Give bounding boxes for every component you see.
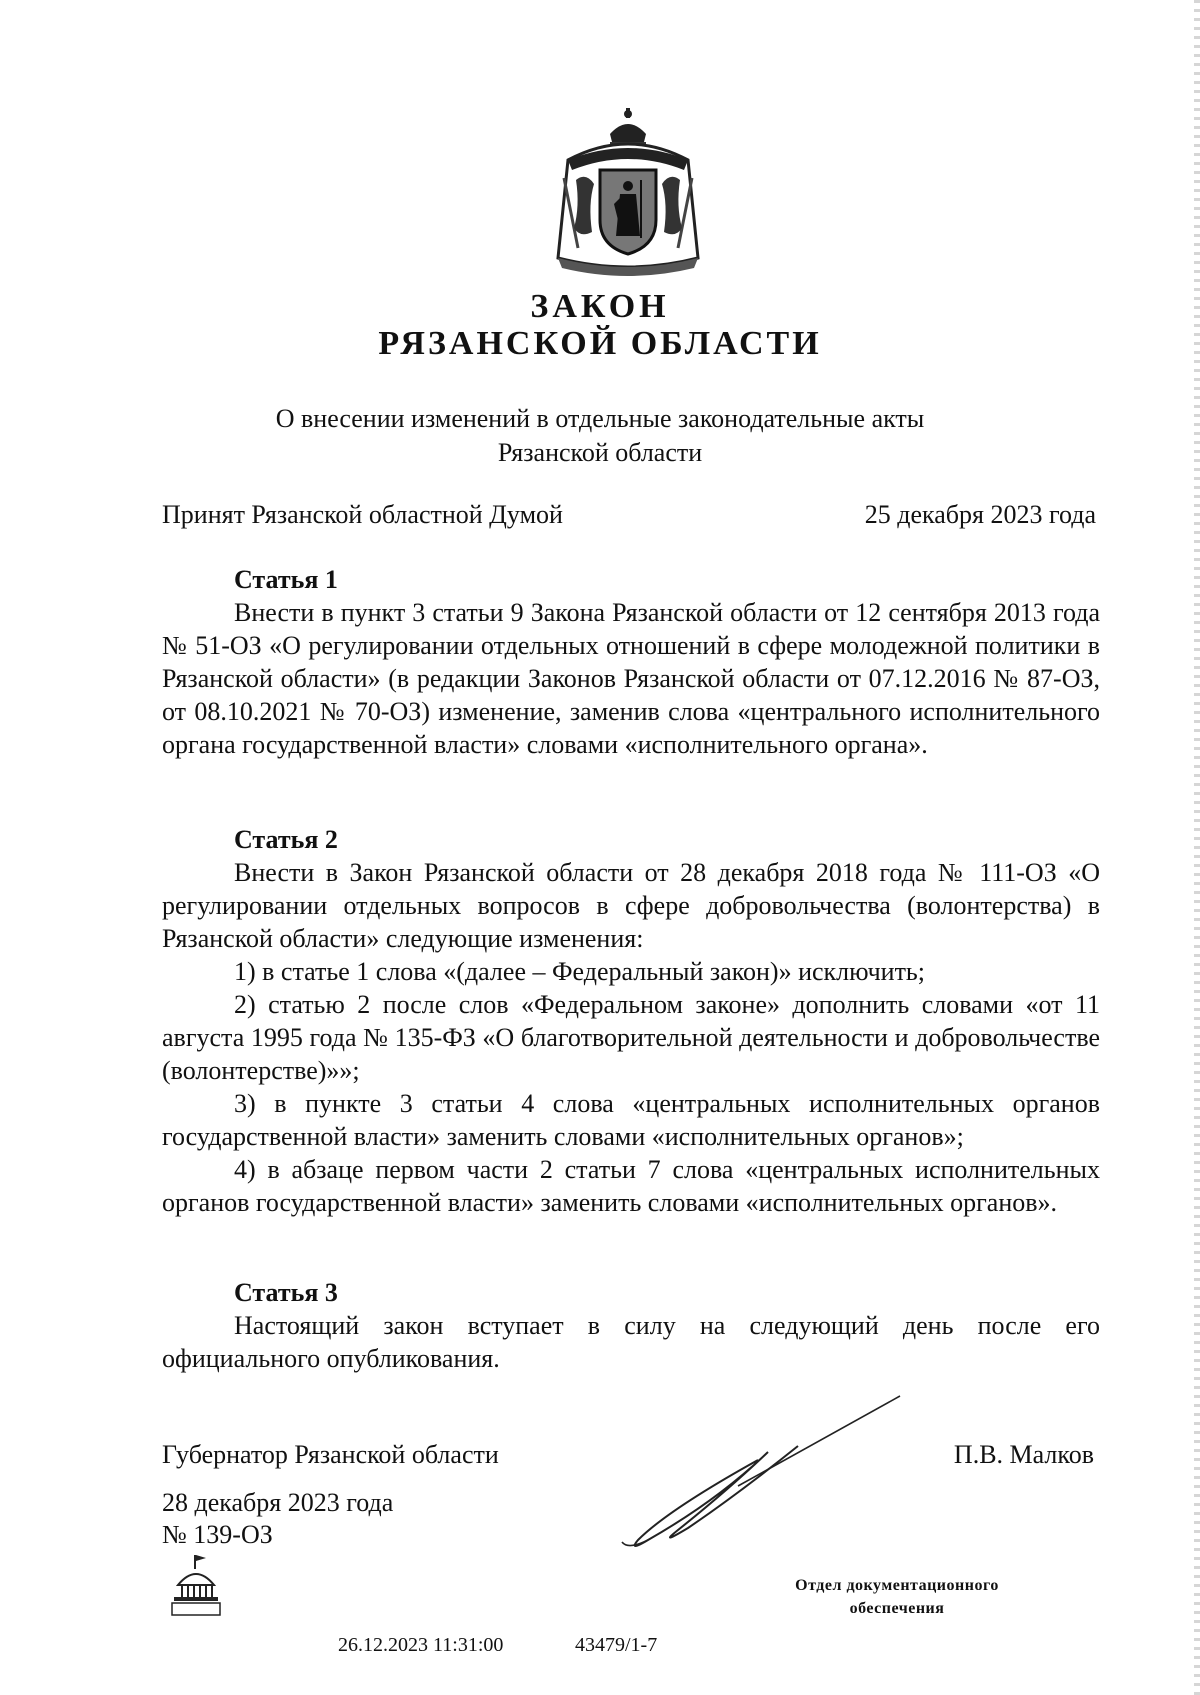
duma-logo-icon [168, 1555, 224, 1617]
article-paragraph: 4) в абзаце первом части 2 статьи 7 слова «центральных исполнительных органов государственной власти» заменить словами «исполнительных органов». [162, 1155, 1100, 1217]
stamp-line-1: Отдел документационного [795, 1577, 999, 1594]
handwritten-signature-icon [608, 1390, 908, 1555]
article-1 [162, 563, 1100, 761]
signing-date: 28 декабря 2023 года [162, 1488, 394, 1517]
article-heading: Статья 2 [234, 825, 338, 854]
article-paragraph: Внести в Закон Рязанской области от 28 декабря 2018 года № 111-ОЗ «О регулировании отдельных вопросов в сфере добровольчества (волонтерства) в Рязанской области» следующие изменения: [162, 858, 1100, 953]
article-3 [162, 1276, 1100, 1375]
article-paragraph: Настоящий закон вступает в силу на следующий день после его официального опубликования. [162, 1311, 1100, 1373]
region-title: РЯЗАНСКОЙ ОБЛАСТИ [378, 325, 822, 362]
article-heading: Статья 3 [234, 1278, 338, 1307]
article-paragraph: 3) в пункте 3 статьи 4 слова «центральных исполнительных органов государственной власти» заменить словами «исполнительных органов»; [162, 1089, 1100, 1151]
adoption-date: 25 декабря 2023 года [864, 500, 1096, 529]
signing-info [162, 1487, 393, 1551]
governor-position: Губернатор Рязанской области [162, 1440, 499, 1469]
article-paragraph: Внести в пункт 3 статьи 9 Закона Рязанской области от 12 сентября 2013 года № 51-ОЗ «О регулировании отдельных отношений в сфере молодежной политики в Рязанской области» (в редакции Законов Рязанской области от 07.12.2016 № 87-ОЗ, от 08.10.2021 № 70-ОЗ) изменение, заменив слова «центрального исполнительного органа государственной власти» словами «исполнительного органа». [162, 598, 1100, 759]
article-paragraph: 2) статью 2 после слов «Федеральном законе» дополнить словами «от 11 августа 1995 года № 135-ФЗ «О благотворительной деятельности и добровольчестве (волонтерстве)»»; [162, 990, 1100, 1085]
registration-number: 43479/1-7 [575, 1634, 658, 1656]
law-number: № 139-ОЗ [162, 1520, 273, 1549]
governor-name: П.В. Малков [953, 1440, 1094, 1469]
article-heading: Статья 1 [234, 565, 338, 594]
subtitle-line-2: Рязанской области [497, 438, 703, 467]
coat-of-arms-icon [548, 108, 708, 276]
stamp-line-2: обеспечения [849, 1600, 945, 1617]
article-paragraph: 1) в статье 1 слова «(далее – Федеральный закон)» исключить; [234, 957, 926, 986]
registration-timestamp: 26.12.2023 11:31:00 [338, 1634, 504, 1656]
department-stamp [752, 1574, 1042, 1620]
subtitle-line-1: О внесении изменений в отдельные законодательные акты [275, 404, 925, 433]
article-2 [162, 823, 1100, 1219]
scan-edge-artifact [1194, 0, 1200, 1695]
adoption-label: Принят Рязанской областной Думой [162, 500, 563, 529]
law-subtitle [0, 402, 1200, 470]
document-type-title: ЗАКОН [530, 288, 670, 325]
